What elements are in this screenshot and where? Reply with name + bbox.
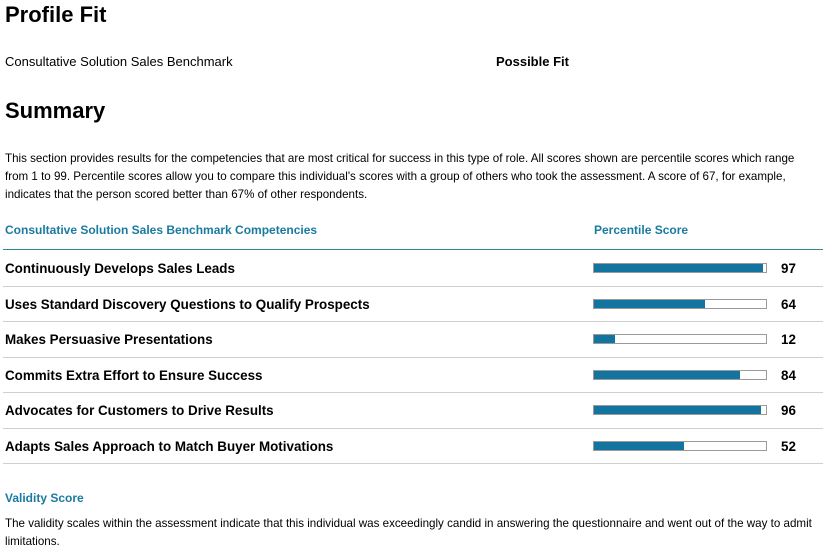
competency-label: Advocates for Customers to Drive Results bbox=[5, 403, 274, 418]
percentile-score: 52 bbox=[781, 438, 796, 454]
summary-intro: This section provides results for the competencies that are most critical for success in this type of role. All scores shown are percentile scores which range from 1 to 99. Percentile scores allow you to compare this individual's scores with a group of others who took the assessment. A score of 67, for example, indicates that the person scored better than 67% of other respondents. bbox=[5, 152, 795, 201]
percentile-bar-fill bbox=[594, 371, 740, 379]
table-row bbox=[3, 251, 823, 287]
percentile-score: 97 bbox=[781, 261, 796, 276]
fit-result: Possible Fit bbox=[496, 54, 569, 69]
header-divider bbox=[3, 249, 823, 250]
percentile-bar-fill bbox=[594, 442, 684, 450]
percentile-bar bbox=[593, 263, 767, 273]
percentile-bar-fill bbox=[594, 406, 761, 414]
validity-text: The validity scales within the assessment indicate that this individual was exceedingly candid in answering the questionnaire and went out of the way to admit limitations. bbox=[5, 517, 812, 548]
benchmark-name: Consultative Solution Sales Benchmark bbox=[5, 54, 233, 69]
table-row bbox=[3, 358, 823, 394]
percentile-bar bbox=[593, 299, 767, 309]
percentile-score: 64 bbox=[781, 296, 796, 312]
competency-column-header: Consultative Solution Sales Benchmark Competencies bbox=[5, 223, 318, 237]
table-row bbox=[3, 393, 823, 429]
table-row bbox=[3, 287, 823, 323]
competency-table bbox=[3, 251, 823, 464]
percentile-bar bbox=[593, 441, 767, 451]
competency-label: Adapts Sales Approach to Match Buyer Motivations bbox=[5, 438, 334, 454]
profile-fit-title: Profile Fit bbox=[5, 2, 107, 27]
percentile-score: 84 bbox=[781, 367, 796, 383]
percentile-bar bbox=[593, 405, 767, 415]
table-row bbox=[3, 429, 823, 465]
percentile-score: 96 bbox=[781, 403, 796, 418]
percentile-bar-fill bbox=[594, 335, 615, 343]
summary-title: Summary bbox=[5, 98, 106, 123]
competency-label: Continuously Develops Sales Leads bbox=[5, 261, 235, 276]
score-column-header: Percentile Score bbox=[594, 223, 689, 237]
validity-title: Validity Score bbox=[5, 491, 84, 505]
table-row bbox=[3, 322, 823, 358]
competency-label: Commits Extra Effort to Ensure Success bbox=[5, 367, 263, 383]
percentile-bar-fill bbox=[594, 264, 763, 272]
competency-label: Makes Persuasive Presentations bbox=[5, 332, 213, 347]
competency-label: Uses Standard Discovery Questions to Qualify Prospects bbox=[5, 296, 370, 312]
percentile-bar bbox=[593, 370, 767, 380]
percentile-bar bbox=[593, 334, 767, 344]
percentile-bar-fill bbox=[594, 300, 705, 308]
percentile-score: 12 bbox=[781, 332, 796, 347]
